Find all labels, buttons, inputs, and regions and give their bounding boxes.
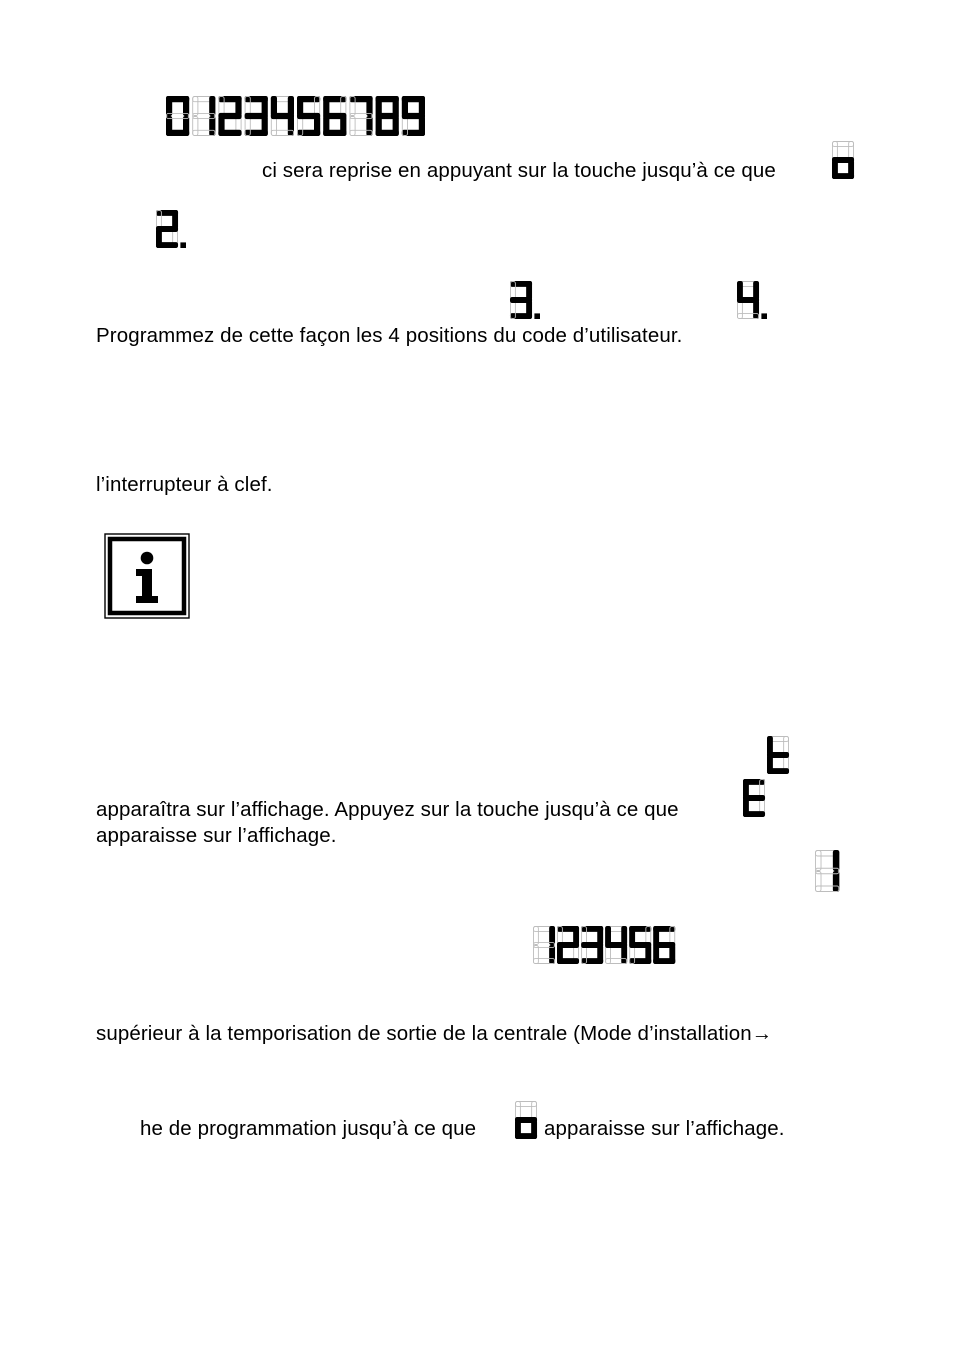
seven-segment-char — [156, 210, 178, 248]
seven-segment-char — [323, 96, 346, 136]
seven-segment-char — [816, 850, 840, 892]
text-reprise: ci sera reprise en appuyant sur la touche jusqu’à ce que — [262, 159, 776, 182]
seven-segment-char — [743, 779, 765, 817]
text-line-reprise — [262, 158, 776, 184]
seven-segment-char — [581, 926, 603, 964]
seven-segment-o-indicator — [832, 141, 854, 179]
seven-segment-char — [515, 1102, 537, 1140]
seven-segment-char — [605, 926, 627, 964]
seven-segment-position-3 — [510, 281, 542, 319]
seven-segment-o-indicator-bottom — [515, 1101, 537, 1139]
info-icon — [104, 533, 190, 619]
seven-segment-char — [297, 96, 320, 136]
decimal-point — [761, 313, 767, 319]
seven-segment-e-character — [743, 779, 765, 817]
text-superieur: supérieur à la temporisation de sortie de la centrale (Mode d’installation→ — [96, 1022, 773, 1045]
text-apparaitra: apparaîtra sur l’affichage. Appuyez sur la touche jusqu’à ce que — [96, 798, 679, 821]
seven-segment-display-digits-1-6 — [533, 926, 675, 964]
text-apparaisse: apparaisse sur l’affichage. — [96, 824, 337, 847]
seven-segment-t-character — [767, 736, 789, 774]
text-line-apparaitra — [96, 797, 679, 823]
seven-segment-char — [218, 96, 241, 136]
seven-segment-position-2 — [156, 210, 188, 248]
seven-segment-char — [737, 281, 759, 319]
seven-segment-char — [534, 926, 556, 964]
seven-segment-digit-1 — [815, 850, 839, 892]
text-programmation-a: he de programmation jusqu’à ce que — [140, 1117, 477, 1140]
text-programmez: Programmez de cette façon les 4 positions du code d’utilisateur. — [96, 324, 683, 347]
text-line-programmez — [96, 323, 682, 349]
seven-segment-char — [271, 96, 294, 136]
text-line-apparaisse — [96, 823, 337, 849]
seven-segment-char — [193, 96, 216, 136]
seven-segment-display-digits-0-9 — [166, 96, 425, 136]
text-line-programmation — [140, 1116, 476, 1142]
seven-segment-char — [767, 736, 789, 774]
text-line-superieur — [96, 1021, 772, 1047]
decimal-point — [534, 313, 540, 319]
seven-segment-char — [832, 142, 854, 180]
text-programmation-b: apparaisse sur l’affichage. — [544, 1117, 785, 1140]
decimal-point — [180, 242, 186, 248]
seven-segment-char — [166, 96, 189, 136]
seven-segment-char — [245, 96, 268, 136]
text-line-programmation-end — [544, 1116, 785, 1142]
text-interrupteur: l’interrupteur à clef. — [96, 473, 273, 496]
seven-segment-char — [349, 96, 372, 136]
seven-segment-char — [653, 926, 675, 964]
seven-segment-char — [629, 926, 651, 964]
seven-segment-char — [510, 281, 532, 319]
seven-segment-char — [402, 96, 425, 136]
seven-segment-position-4 — [737, 281, 769, 319]
seven-segment-char — [376, 96, 399, 136]
seven-segment-char — [557, 926, 579, 964]
text-line-interrupteur — [96, 472, 273, 498]
